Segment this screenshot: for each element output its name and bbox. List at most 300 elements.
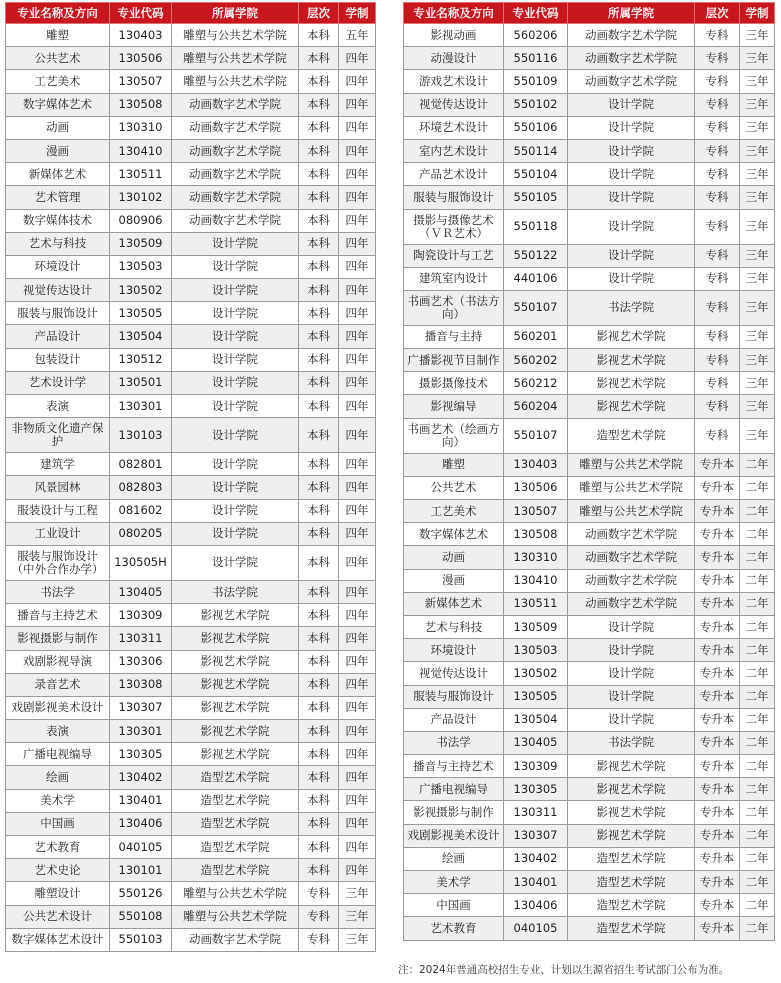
table-row bbox=[6, 476, 376, 499]
level-cell: 本科 bbox=[299, 696, 339, 719]
level-cell: 本科 bbox=[299, 209, 339, 232]
duration-cell: 二年 bbox=[740, 662, 775, 685]
major-name-cell: 非物质文化遗产保护 bbox=[6, 418, 110, 453]
major-name-cell: 广播电视编导 bbox=[6, 743, 110, 766]
major-code-cell: 130403 bbox=[110, 24, 172, 47]
header-college: 所属学院 bbox=[172, 3, 299, 24]
table-row bbox=[404, 93, 775, 116]
major-code-cell: 130405 bbox=[504, 731, 568, 754]
major-code-cell: 130401 bbox=[504, 871, 568, 894]
table-row bbox=[404, 163, 775, 186]
level-cell: 专科 bbox=[299, 882, 339, 905]
duration-cell: 四年 bbox=[339, 395, 376, 418]
major-code-cell: 550108 bbox=[110, 905, 172, 928]
table-row bbox=[404, 546, 775, 569]
duration-cell: 三年 bbox=[339, 882, 376, 905]
major-code-cell: 130308 bbox=[110, 673, 172, 696]
major-name-cell: 艺术与科技 bbox=[6, 232, 110, 255]
duration-cell: 四年 bbox=[339, 696, 376, 719]
header-name: 专业名称及方向 bbox=[404, 3, 504, 24]
college-cell: 动画数字艺术学院 bbox=[172, 186, 299, 209]
table-row bbox=[404, 755, 775, 778]
level-cell: 专升本 bbox=[695, 731, 740, 754]
duration-cell: 二年 bbox=[740, 523, 775, 546]
duration-cell: 四年 bbox=[339, 232, 376, 255]
major-name-cell: 新媒体艺术 bbox=[404, 592, 504, 615]
college-cell: 造型艺术学院 bbox=[172, 836, 299, 859]
level-cell: 本科 bbox=[299, 348, 339, 371]
college-cell: 设计学院 bbox=[568, 93, 695, 116]
level-cell: 本科 bbox=[299, 812, 339, 835]
level-cell: 本科 bbox=[299, 395, 339, 418]
major-name-cell: 美术学 bbox=[404, 871, 504, 894]
major-name-cell: 美术学 bbox=[6, 789, 110, 812]
table-row bbox=[6, 789, 376, 812]
major-name-cell: 产品艺术设计 bbox=[404, 163, 504, 186]
table-row bbox=[404, 662, 775, 685]
level-cell: 专科 bbox=[695, 24, 740, 47]
table-row bbox=[6, 139, 376, 162]
level-cell: 专科 bbox=[695, 186, 740, 209]
table-row bbox=[404, 395, 775, 418]
duration-cell: 二年 bbox=[740, 639, 775, 662]
duration-cell: 四年 bbox=[339, 418, 376, 453]
major-code-cell: 130506 bbox=[504, 476, 568, 499]
duration-cell: 四年 bbox=[339, 836, 376, 859]
college-cell: 设计学院 bbox=[568, 209, 695, 244]
duration-cell: 四年 bbox=[339, 255, 376, 278]
major-code-cell: 130405 bbox=[110, 580, 172, 603]
major-code-cell: 550104 bbox=[504, 163, 568, 186]
level-cell: 专科 bbox=[695, 290, 740, 325]
duration-cell: 三年 bbox=[740, 349, 775, 372]
duration-cell: 四年 bbox=[339, 476, 376, 499]
level-cell: 专升本 bbox=[695, 500, 740, 523]
duration-cell: 四年 bbox=[339, 499, 376, 522]
duration-cell: 四年 bbox=[339, 348, 376, 371]
major-code-cell: 130507 bbox=[504, 500, 568, 523]
college-cell: 设计学院 bbox=[568, 139, 695, 162]
major-name-cell: 戏剧影视导演 bbox=[6, 650, 110, 673]
table-row bbox=[6, 766, 376, 789]
major-name-cell: 摄影与摄像艺术（ＶＲ艺术） bbox=[404, 209, 504, 244]
college-cell: 动画数字艺术学院 bbox=[568, 569, 695, 592]
major-name-cell: 服装与服饰设计 bbox=[6, 302, 110, 325]
table-row bbox=[6, 371, 376, 394]
header-college: 所属学院 bbox=[568, 3, 695, 24]
table-row bbox=[6, 279, 376, 302]
college-cell: 影视艺术学院 bbox=[568, 395, 695, 418]
table-row bbox=[6, 209, 376, 232]
duration-cell: 二年 bbox=[740, 546, 775, 569]
table-row bbox=[404, 267, 775, 290]
table-row bbox=[6, 836, 376, 859]
college-cell: 雕塑与公共艺术学院 bbox=[172, 70, 299, 93]
table-row bbox=[6, 905, 376, 928]
level-cell: 专科 bbox=[695, 209, 740, 244]
level-cell: 专升本 bbox=[695, 523, 740, 546]
college-cell: 动画数字艺术学院 bbox=[172, 163, 299, 186]
level-cell: 本科 bbox=[299, 673, 339, 696]
table-row bbox=[404, 244, 775, 267]
level-cell: 本科 bbox=[299, 93, 339, 116]
major-name-cell: 艺术史论 bbox=[6, 859, 110, 882]
table-row bbox=[6, 499, 376, 522]
duration-cell: 三年 bbox=[740, 139, 775, 162]
level-cell: 本科 bbox=[299, 139, 339, 162]
major-code-cell: 130306 bbox=[110, 650, 172, 673]
table-row bbox=[6, 812, 376, 835]
major-code-cell: 130102 bbox=[110, 186, 172, 209]
major-code-cell: 130509 bbox=[504, 615, 568, 638]
table-row bbox=[6, 24, 376, 47]
major-name-cell: 游戏艺术设计 bbox=[404, 70, 504, 93]
table-row bbox=[404, 917, 775, 940]
header-level: 层次 bbox=[695, 3, 740, 24]
major-code-cell: 130503 bbox=[504, 639, 568, 662]
table-row bbox=[6, 348, 376, 371]
college-cell: 雕塑与公共艺术学院 bbox=[172, 24, 299, 47]
major-code-cell: 130511 bbox=[504, 592, 568, 615]
major-code-cell: 130103 bbox=[110, 418, 172, 453]
table-row bbox=[404, 708, 775, 731]
level-cell: 本科 bbox=[299, 453, 339, 476]
major-name-cell: 书画艺术（书法方向） bbox=[404, 290, 504, 325]
college-cell: 造型艺术学院 bbox=[172, 789, 299, 812]
level-cell: 专科 bbox=[695, 349, 740, 372]
college-cell: 影视艺术学院 bbox=[172, 673, 299, 696]
major-name-cell: 录音艺术 bbox=[6, 673, 110, 696]
table-row bbox=[6, 720, 376, 743]
duration-cell: 二年 bbox=[740, 708, 775, 731]
level-cell: 本科 bbox=[299, 47, 339, 70]
level-cell: 专科 bbox=[695, 163, 740, 186]
major-name-cell: 数字媒体艺术 bbox=[404, 523, 504, 546]
major-name-cell: 产品设计 bbox=[404, 708, 504, 731]
header-code: 专业代码 bbox=[110, 3, 172, 24]
major-name-cell: 戏剧影视美术设计 bbox=[404, 824, 504, 847]
college-cell: 设计学院 bbox=[568, 244, 695, 267]
college-cell: 设计学院 bbox=[172, 232, 299, 255]
college-cell: 设计学院 bbox=[568, 685, 695, 708]
college-cell: 书法学院 bbox=[568, 731, 695, 754]
college-cell: 动画数字艺术学院 bbox=[568, 47, 695, 70]
level-cell: 本科 bbox=[299, 545, 339, 580]
college-cell: 影视艺术学院 bbox=[172, 743, 299, 766]
major-code-cell: 130504 bbox=[504, 708, 568, 731]
major-name-cell: 数字媒体技术 bbox=[6, 209, 110, 232]
table-row bbox=[6, 545, 376, 580]
college-cell: 动画数字艺术学院 bbox=[568, 523, 695, 546]
level-cell: 专升本 bbox=[695, 615, 740, 638]
college-cell: 设计学院 bbox=[172, 279, 299, 302]
college-cell: 影视艺术学院 bbox=[172, 720, 299, 743]
major-code-cell: 130406 bbox=[110, 812, 172, 835]
college-cell: 设计学院 bbox=[172, 371, 299, 394]
table-row bbox=[6, 627, 376, 650]
table-row bbox=[404, 847, 775, 870]
duration-cell: 三年 bbox=[740, 418, 775, 453]
major-code-cell: 130506 bbox=[110, 47, 172, 70]
major-code-cell: 130509 bbox=[110, 232, 172, 255]
table-row bbox=[6, 302, 376, 325]
major-name-cell: 工业设计 bbox=[6, 522, 110, 545]
duration-cell: 三年 bbox=[740, 395, 775, 418]
table-row bbox=[6, 325, 376, 348]
duration-cell: 三年 bbox=[740, 209, 775, 244]
table-row bbox=[6, 255, 376, 278]
header-row bbox=[404, 3, 775, 24]
table-row bbox=[404, 894, 775, 917]
duration-cell: 二年 bbox=[740, 731, 775, 754]
level-cell: 专科 bbox=[695, 395, 740, 418]
table-row bbox=[404, 418, 775, 453]
duration-cell: 三年 bbox=[339, 905, 376, 928]
major-name-cell: 雕塑 bbox=[6, 24, 110, 47]
duration-cell: 二年 bbox=[740, 847, 775, 870]
major-code-cell: 130305 bbox=[110, 743, 172, 766]
footnote: 注：2024年普通高校招生专业、计划以生源省招生考试部门公布为准。 bbox=[398, 964, 730, 976]
major-name-cell: 漫画 bbox=[6, 139, 110, 162]
major-name-cell: 环境艺术设计 bbox=[404, 116, 504, 139]
table-row bbox=[404, 209, 775, 244]
major-name-cell: 服装与服饰设计（中外合作办学） bbox=[6, 545, 110, 580]
table-row bbox=[6, 522, 376, 545]
major-name-cell: 广播影视节目制作 bbox=[404, 349, 504, 372]
duration-cell: 三年 bbox=[339, 928, 376, 951]
duration-cell: 四年 bbox=[339, 650, 376, 673]
major-name-cell: 广播电视编导 bbox=[404, 778, 504, 801]
level-cell: 专升本 bbox=[695, 801, 740, 824]
major-name-cell: 表演 bbox=[6, 395, 110, 418]
major-code-cell: 082801 bbox=[110, 453, 172, 476]
level-cell: 本科 bbox=[299, 743, 339, 766]
college-cell: 设计学院 bbox=[568, 267, 695, 290]
major-name-cell: 陶瓷设计与工艺 bbox=[404, 244, 504, 267]
college-cell: 动画数字艺术学院 bbox=[172, 928, 299, 951]
major-code-cell: 560212 bbox=[504, 372, 568, 395]
major-code-cell: 130402 bbox=[110, 766, 172, 789]
duration-cell: 二年 bbox=[740, 453, 775, 476]
college-cell: 设计学院 bbox=[172, 418, 299, 453]
major-name-cell: 数字媒体艺术 bbox=[6, 93, 110, 116]
table-row bbox=[404, 639, 775, 662]
major-name-cell: 播音与主持艺术 bbox=[404, 755, 504, 778]
level-cell: 本科 bbox=[299, 604, 339, 627]
major-code-cell: 130505 bbox=[110, 302, 172, 325]
duration-cell: 二年 bbox=[740, 917, 775, 940]
major-code-cell: 550116 bbox=[504, 47, 568, 70]
duration-cell: 三年 bbox=[740, 93, 775, 116]
level-cell: 本科 bbox=[299, 580, 339, 603]
college-cell: 设计学院 bbox=[172, 255, 299, 278]
major-name-cell: 影视编导 bbox=[404, 395, 504, 418]
level-cell: 专科 bbox=[695, 325, 740, 348]
table-row bbox=[404, 778, 775, 801]
level-cell: 本科 bbox=[299, 302, 339, 325]
college-cell: 动画数字艺术学院 bbox=[172, 116, 299, 139]
majors-table-left bbox=[5, 2, 376, 952]
table-body bbox=[404, 24, 775, 941]
college-cell: 动画数字艺术学院 bbox=[568, 546, 695, 569]
level-cell: 专升本 bbox=[695, 662, 740, 685]
level-cell: 专升本 bbox=[695, 546, 740, 569]
college-cell: 设计学院 bbox=[568, 116, 695, 139]
major-code-cell: 130309 bbox=[110, 604, 172, 627]
college-cell: 设计学院 bbox=[172, 476, 299, 499]
level-cell: 专科 bbox=[695, 116, 740, 139]
major-code-cell: 130307 bbox=[110, 696, 172, 719]
major-code-cell: 040105 bbox=[110, 836, 172, 859]
table-row bbox=[404, 685, 775, 708]
level-cell: 专科 bbox=[695, 70, 740, 93]
major-code-cell: 082803 bbox=[110, 476, 172, 499]
table-row bbox=[6, 163, 376, 186]
major-name-cell: 风景园林 bbox=[6, 476, 110, 499]
table-row bbox=[6, 859, 376, 882]
level-cell: 专升本 bbox=[695, 708, 740, 731]
college-cell: 设计学院 bbox=[568, 163, 695, 186]
major-code-cell: 550122 bbox=[504, 244, 568, 267]
level-cell: 本科 bbox=[299, 418, 339, 453]
duration-cell: 四年 bbox=[339, 70, 376, 93]
level-cell: 专科 bbox=[299, 928, 339, 951]
table-row bbox=[6, 928, 376, 951]
major-name-cell: 艺术与科技 bbox=[404, 615, 504, 638]
table-row bbox=[404, 372, 775, 395]
level-cell: 本科 bbox=[299, 116, 339, 139]
major-name-cell: 艺术教育 bbox=[404, 917, 504, 940]
level-cell: 本科 bbox=[299, 499, 339, 522]
major-name-cell: 建筑室内设计 bbox=[404, 267, 504, 290]
major-code-cell: 550107 bbox=[504, 290, 568, 325]
major-name-cell: 艺术教育 bbox=[6, 836, 110, 859]
level-cell: 本科 bbox=[299, 325, 339, 348]
major-code-cell: 130310 bbox=[504, 546, 568, 569]
level-cell: 专升本 bbox=[695, 871, 740, 894]
college-cell: 设计学院 bbox=[568, 615, 695, 638]
college-cell: 影视艺术学院 bbox=[172, 627, 299, 650]
major-name-cell: 环境设计 bbox=[6, 255, 110, 278]
major-name-cell: 视觉传达设计 bbox=[6, 279, 110, 302]
duration-cell: 三年 bbox=[740, 290, 775, 325]
major-name-cell: 艺术设计学 bbox=[6, 371, 110, 394]
major-code-cell: 130307 bbox=[504, 824, 568, 847]
duration-cell: 四年 bbox=[339, 139, 376, 162]
major-code-cell: 550126 bbox=[110, 882, 172, 905]
table-row bbox=[6, 673, 376, 696]
duration-cell: 四年 bbox=[339, 789, 376, 812]
major-code-cell: 130503 bbox=[110, 255, 172, 278]
college-cell: 设计学院 bbox=[172, 453, 299, 476]
duration-cell: 三年 bbox=[740, 186, 775, 209]
major-code-cell: 550102 bbox=[504, 93, 568, 116]
major-code-cell: 130310 bbox=[110, 116, 172, 139]
college-cell: 造型艺术学院 bbox=[568, 871, 695, 894]
college-cell: 造型艺术学院 bbox=[568, 847, 695, 870]
duration-cell: 四年 bbox=[339, 720, 376, 743]
major-code-cell: 130410 bbox=[110, 139, 172, 162]
college-cell: 影视艺术学院 bbox=[568, 349, 695, 372]
level-cell: 专升本 bbox=[695, 453, 740, 476]
college-cell: 设计学院 bbox=[568, 708, 695, 731]
level-cell: 专升本 bbox=[695, 476, 740, 499]
table-row bbox=[404, 349, 775, 372]
major-name-cell: 服装设计与工程 bbox=[6, 499, 110, 522]
table-row bbox=[6, 418, 376, 453]
college-cell: 设计学院 bbox=[568, 662, 695, 685]
major-code-cell: 550107 bbox=[504, 418, 568, 453]
college-cell: 影视艺术学院 bbox=[172, 696, 299, 719]
major-code-cell: 130309 bbox=[504, 755, 568, 778]
college-cell: 动画数字艺术学院 bbox=[172, 209, 299, 232]
college-cell: 书法学院 bbox=[172, 580, 299, 603]
level-cell: 专科 bbox=[695, 47, 740, 70]
level-cell: 本科 bbox=[299, 859, 339, 882]
level-cell: 本科 bbox=[299, 70, 339, 93]
duration-cell: 四年 bbox=[339, 209, 376, 232]
major-code-cell: 130508 bbox=[110, 93, 172, 116]
college-cell: 动画数字艺术学院 bbox=[568, 24, 695, 47]
college-cell: 设计学院 bbox=[568, 639, 695, 662]
major-name-cell: 公共艺术 bbox=[404, 476, 504, 499]
major-code-cell: 040105 bbox=[504, 917, 568, 940]
level-cell: 专升本 bbox=[695, 569, 740, 592]
table-row bbox=[404, 24, 775, 47]
duration-cell: 四年 bbox=[339, 371, 376, 394]
duration-cell: 四年 bbox=[339, 453, 376, 476]
duration-cell: 二年 bbox=[740, 778, 775, 801]
level-cell: 本科 bbox=[299, 186, 339, 209]
table-row bbox=[6, 882, 376, 905]
major-name-cell: 公共艺术设计 bbox=[6, 905, 110, 928]
level-cell: 本科 bbox=[299, 522, 339, 545]
major-name-cell: 影视摄影与制作 bbox=[6, 627, 110, 650]
table-row bbox=[404, 453, 775, 476]
level-cell: 专科 bbox=[695, 244, 740, 267]
major-name-cell: 艺术管理 bbox=[6, 186, 110, 209]
major-name-cell: 数字媒体艺术设计 bbox=[6, 928, 110, 951]
college-cell: 雕塑与公共艺术学院 bbox=[568, 453, 695, 476]
major-code-cell: 130301 bbox=[110, 395, 172, 418]
duration-cell: 三年 bbox=[740, 267, 775, 290]
major-code-cell: 130301 bbox=[110, 720, 172, 743]
duration-cell: 四年 bbox=[339, 673, 376, 696]
major-name-cell: 漫画 bbox=[404, 569, 504, 592]
college-cell: 影视艺术学院 bbox=[568, 801, 695, 824]
level-cell: 专升本 bbox=[695, 894, 740, 917]
header-name: 专业名称及方向 bbox=[6, 3, 110, 24]
duration-cell: 四年 bbox=[339, 627, 376, 650]
level-cell: 本科 bbox=[299, 476, 339, 499]
major-code-cell: 130512 bbox=[110, 348, 172, 371]
major-code-cell: 130502 bbox=[110, 279, 172, 302]
duration-cell: 四年 bbox=[339, 812, 376, 835]
table-row bbox=[6, 93, 376, 116]
major-code-cell: 550105 bbox=[504, 186, 568, 209]
duration-cell: 二年 bbox=[740, 894, 775, 917]
major-name-cell: 绘画 bbox=[6, 766, 110, 789]
college-cell: 造型艺术学院 bbox=[172, 859, 299, 882]
level-cell: 专升本 bbox=[695, 755, 740, 778]
duration-cell: 二年 bbox=[740, 615, 775, 638]
duration-cell: 三年 bbox=[740, 325, 775, 348]
major-name-cell: 摄影摄像技术 bbox=[404, 372, 504, 395]
major-name-cell: 戏剧影视美术设计 bbox=[6, 696, 110, 719]
table-row bbox=[6, 696, 376, 719]
level-cell: 本科 bbox=[299, 279, 339, 302]
table-row bbox=[6, 47, 376, 70]
